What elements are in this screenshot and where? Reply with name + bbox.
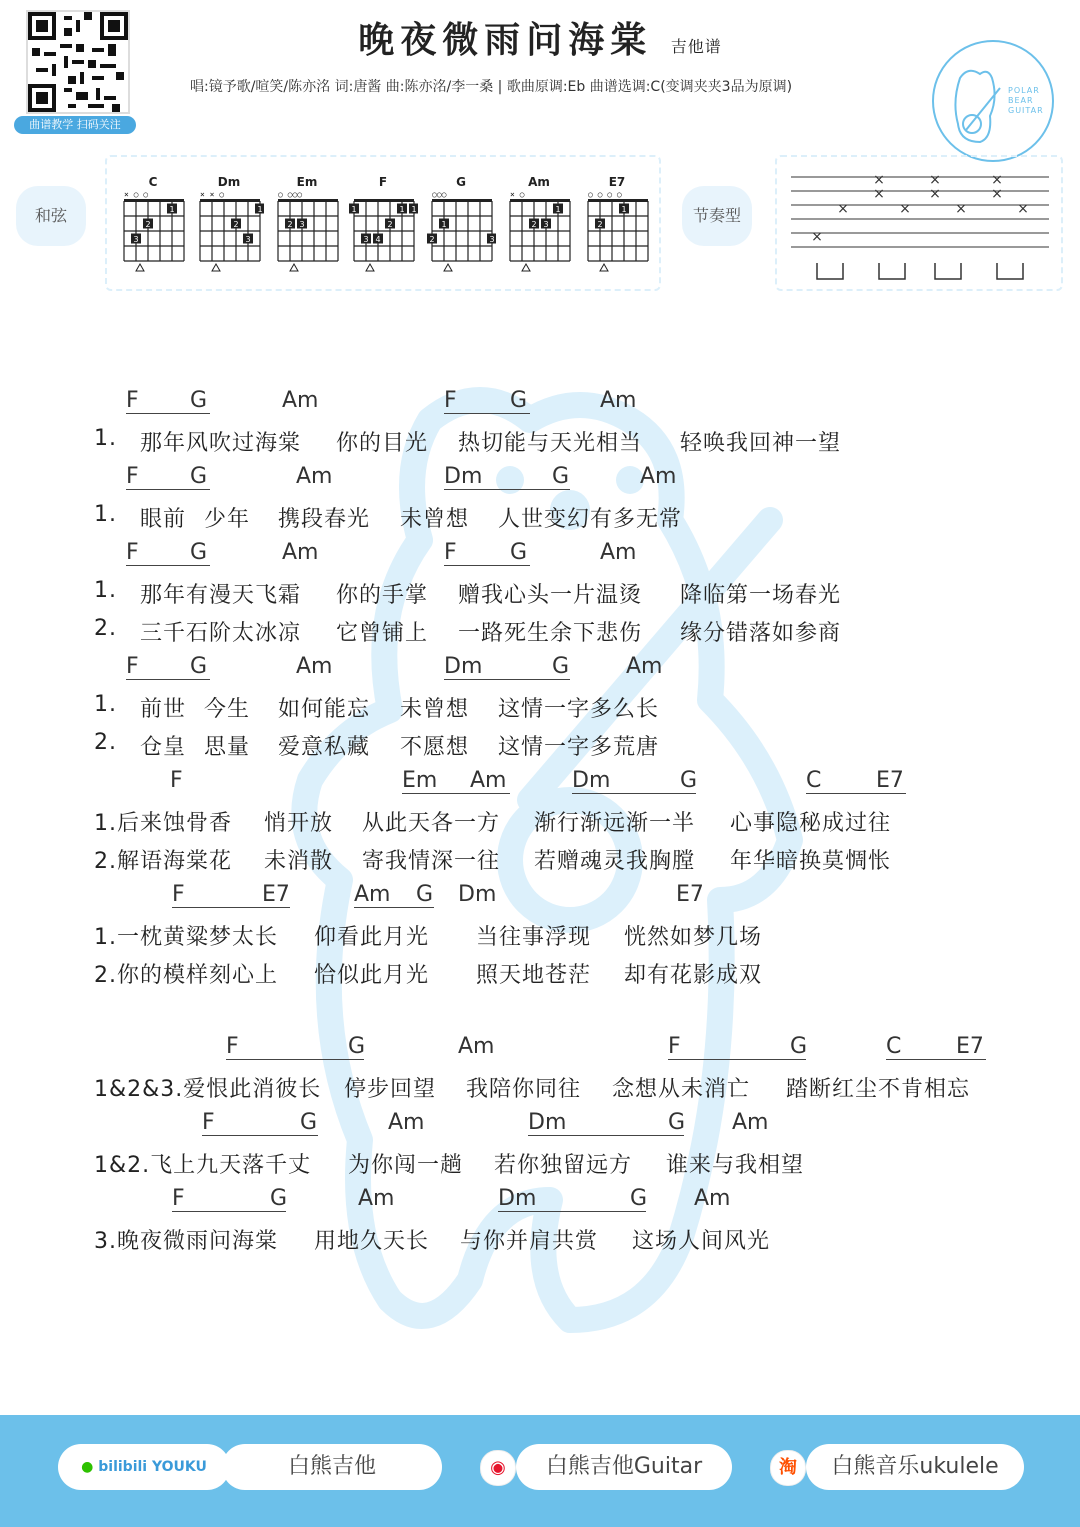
account-baixiong-guitar[interactable]: 白熊吉他 bbox=[222, 1444, 442, 1490]
svg-text:2: 2 bbox=[145, 220, 151, 229]
lyric-phrase: 未曾想 bbox=[400, 507, 470, 532]
svg-text:×: × bbox=[929, 172, 941, 188]
chord-symbol: G bbox=[190, 540, 208, 565]
chord-underline bbox=[668, 1059, 806, 1060]
lyric-phrase: 若赠魂灵我胸膛 bbox=[534, 849, 696, 874]
chord-name: Em bbox=[296, 175, 318, 189]
lyric-phrase: 仓皇 bbox=[140, 735, 187, 760]
lyric-phrase: 爱意私藏 bbox=[278, 735, 371, 760]
chord-symbol: Am bbox=[600, 388, 637, 413]
song-credits: 唱:镜予歌/喧笑/陈亦洺 词:唐酱 曲:陈亦洺/李一桑 | 歌曲原调:Eb 曲谱选调:C(变调夹夹3品为原调) bbox=[190, 79, 793, 95]
svg-text:1: 1 bbox=[169, 205, 175, 214]
lyric-phrase: 悄开放 bbox=[264, 811, 334, 836]
chord-underline bbox=[354, 907, 434, 908]
lyric-phrase: 与你并肩共赏 bbox=[460, 1229, 599, 1254]
chord-symbol: G bbox=[552, 464, 570, 489]
chord-symbol: E7 bbox=[262, 882, 290, 907]
chord-symbol: Am bbox=[626, 654, 663, 679]
chord-symbol: F bbox=[226, 1034, 239, 1059]
lyric-phrase: 你的手掌 bbox=[336, 583, 429, 608]
chord-symbol: F bbox=[126, 464, 139, 489]
chord-underline bbox=[444, 489, 570, 490]
song-title bbox=[0, 12, 1080, 63]
lyric-phrase: 若你独留远方 bbox=[494, 1153, 633, 1178]
chord-symbol: G bbox=[510, 540, 528, 565]
chord-section-label: 和弦 bbox=[16, 186, 86, 246]
chord-symbol: F bbox=[202, 1110, 215, 1135]
video-platforms[interactable] bbox=[58, 1444, 230, 1490]
lyric-phrase: 念想从未消亡 bbox=[612, 1077, 751, 1102]
chord-symbol: G bbox=[668, 1110, 686, 1135]
chord-symbol: G bbox=[190, 388, 208, 413]
chord-underline bbox=[126, 565, 210, 566]
svg-text:1: 1 bbox=[257, 205, 263, 214]
rhythm-section-label: 节奏型 bbox=[682, 186, 752, 246]
lyric-phrase: 1.后来蚀骨香 bbox=[94, 811, 232, 836]
chord-symbol: G bbox=[680, 768, 698, 793]
chord-symbol: Am bbox=[640, 464, 677, 489]
chord-symbol: G bbox=[190, 654, 208, 679]
svg-text:×: × bbox=[991, 172, 1003, 188]
svg-text:2: 2 bbox=[531, 220, 537, 229]
chord-underline bbox=[806, 793, 906, 794]
svg-text:× × ○: × × ○ bbox=[200, 190, 225, 199]
svg-text:×: × bbox=[1017, 201, 1029, 217]
lyric-phrase: 降临第一场春光 bbox=[680, 583, 842, 608]
lyric-phrase: 如何能忘 bbox=[278, 697, 371, 722]
chord-symbol: F bbox=[126, 540, 139, 565]
svg-text:1: 1 bbox=[621, 205, 627, 214]
chord-underline bbox=[444, 413, 530, 414]
lyric-phrase: 未消散 bbox=[264, 849, 334, 874]
svg-text:2: 2 bbox=[387, 220, 393, 229]
lyric-phrase: 1. bbox=[94, 578, 117, 603]
chord-symbol: E7 bbox=[956, 1034, 984, 1059]
chord-symbol: F bbox=[172, 1186, 185, 1211]
lyric-phrase: 1. bbox=[94, 692, 117, 717]
lyric-phrase: 人世变幻有多无常 bbox=[498, 507, 683, 532]
chord-underline bbox=[886, 1059, 986, 1060]
lyric-phrase: 仰看此月光 bbox=[314, 925, 430, 950]
lyric-phrase: 携段春光 bbox=[278, 507, 371, 532]
chord-symbol: Em bbox=[402, 768, 438, 793]
chord-symbol: Am bbox=[600, 540, 637, 565]
lyric-phrase: 年华暗换莫惆怅 bbox=[730, 849, 892, 874]
chord-symbol: Dm bbox=[572, 768, 611, 793]
chord-name: Am bbox=[528, 175, 550, 189]
lyric-phrase: 不愿想 bbox=[400, 735, 470, 760]
chord-symbol: Am bbox=[282, 540, 319, 565]
chord-diagram-f bbox=[348, 175, 418, 275]
lyric-phrase: 2. bbox=[94, 616, 117, 641]
lyric-phrase: 那年风吹过海棠 bbox=[140, 431, 302, 456]
svg-text:3: 3 bbox=[489, 235, 495, 244]
svg-text:2: 2 bbox=[287, 220, 293, 229]
lyric-phrase: 那年有漫天飞霜 bbox=[140, 583, 302, 608]
svg-text:3: 3 bbox=[543, 220, 549, 229]
chord-diagram-c bbox=[118, 175, 188, 275]
lyric-phrase: 它曾铺上 bbox=[336, 621, 429, 646]
chord-underline bbox=[126, 413, 210, 414]
account-ukulele[interactable]: 白熊音乐ukulele bbox=[806, 1444, 1024, 1490]
chord-underline bbox=[226, 1059, 364, 1060]
fretboard-icon bbox=[272, 185, 342, 275]
chord-symbol: Dm bbox=[444, 464, 483, 489]
title-subtitle: 吉他谱 bbox=[670, 37, 722, 56]
chord-symbol: E7 bbox=[876, 768, 904, 793]
fretboard-icon bbox=[582, 185, 652, 275]
chord-name: E7 bbox=[608, 175, 626, 189]
chord-symbol: G bbox=[790, 1034, 808, 1059]
lyric-phrase: 照天地苍茫 bbox=[476, 963, 592, 988]
logo-line-3: GUITAR bbox=[1008, 106, 1044, 115]
chord-symbol: F bbox=[170, 768, 183, 793]
chord-symbol: F bbox=[172, 882, 185, 907]
fretboard-icon bbox=[194, 185, 264, 275]
svg-text:2: 2 bbox=[597, 220, 603, 229]
lyric-phrase: 赠我心头一片温烫 bbox=[458, 583, 643, 608]
lyric-phrase: 三千石阶太冰凉 bbox=[140, 621, 302, 646]
lyric-phrase: 2.解语海棠花 bbox=[94, 849, 232, 874]
lyric-phrase: 缘分错落如参商 bbox=[680, 621, 842, 646]
svg-text:×: × bbox=[929, 186, 941, 202]
lyric-phrase: 未曾想 bbox=[400, 697, 470, 722]
lyric-phrase: 1. bbox=[94, 502, 117, 527]
fretboard-icon bbox=[426, 185, 496, 275]
lyric-phrase: 踏断红尘不肯相忘 bbox=[786, 1077, 971, 1102]
lyric-phrase: 3.晚夜微雨问海棠 bbox=[94, 1229, 278, 1254]
chord-underline bbox=[528, 1135, 684, 1136]
chord-symbol: Am bbox=[354, 882, 391, 907]
chord-symbol: C bbox=[886, 1034, 902, 1059]
qr-caption: 曲谱教学 扫码关注 bbox=[14, 116, 136, 134]
chord-symbol: F bbox=[668, 1034, 681, 1059]
lyric-phrase: 轻唤我回神一望 bbox=[680, 431, 842, 456]
lyric-phrase: 渐行渐远渐一半 bbox=[534, 811, 696, 836]
lyric-phrase: 用地久天长 bbox=[314, 1229, 430, 1254]
chord-diagram-g bbox=[426, 175, 496, 275]
lyric-phrase: 1. bbox=[94, 426, 117, 451]
lyric-phrase: 热切能与天光相当 bbox=[458, 431, 643, 456]
chord-symbol: Am bbox=[358, 1186, 395, 1211]
chord-diagram-dm bbox=[194, 175, 264, 275]
lyric-phrase: 当往事浮现 bbox=[476, 925, 592, 950]
lyric-phrase: 我陪你同往 bbox=[466, 1077, 582, 1102]
chord-underline bbox=[444, 565, 530, 566]
platforms-label: bilibili YOUKU bbox=[98, 1459, 207, 1475]
chord-name: G bbox=[456, 175, 466, 189]
chord-symbol: Am bbox=[470, 768, 507, 793]
polar-bear-logo bbox=[930, 38, 1056, 164]
chord-underline bbox=[444, 679, 570, 680]
lyric-phrase: 1&2&3.爱恨此消彼长 bbox=[94, 1077, 322, 1102]
svg-text:○ ○ ○ ○: ○ ○ ○ ○ bbox=[588, 190, 622, 199]
lyric-phrase: 寄我情深一往 bbox=[362, 849, 501, 874]
chord-symbol: G bbox=[552, 654, 570, 679]
chord-symbol: Dm bbox=[458, 882, 497, 907]
chord-name: C bbox=[148, 175, 158, 189]
chord-name: Dm bbox=[217, 175, 241, 189]
chord-symbol: G bbox=[416, 882, 434, 907]
chord-symbol: G bbox=[270, 1186, 288, 1211]
svg-text:2: 2 bbox=[429, 235, 435, 244]
chord-symbol: G bbox=[348, 1034, 366, 1059]
svg-text:3: 3 bbox=[245, 235, 251, 244]
lyric-phrase: 谁来与我相望 bbox=[666, 1153, 805, 1178]
chord-underline bbox=[172, 1211, 286, 1212]
logo-line-1: POLAR bbox=[1008, 86, 1040, 95]
lyric-phrase: 这场人间风光 bbox=[632, 1229, 771, 1254]
lyric-phrase: 前世 bbox=[140, 697, 187, 722]
chord-symbol: C bbox=[806, 768, 822, 793]
svg-text:1: 1 bbox=[555, 205, 561, 214]
chord-symbol: Am bbox=[296, 654, 333, 679]
svg-text:3: 3 bbox=[299, 220, 305, 229]
chord-symbol: Am bbox=[282, 388, 319, 413]
lyric-phrase: 从此天各一方 bbox=[362, 811, 501, 836]
svg-text:×: × bbox=[873, 186, 885, 202]
lyric-phrase: 这情一字多么长 bbox=[498, 697, 660, 722]
chord-underline bbox=[172, 907, 290, 908]
svg-text:1: 1 bbox=[411, 205, 417, 214]
rhythm-pattern-icon bbox=[777, 157, 1061, 289]
lyric-phrase: 心事隐秘成过往 bbox=[730, 811, 892, 836]
svg-text:3: 3 bbox=[133, 235, 139, 244]
lyric-phrase: 恍然如梦几场 bbox=[624, 925, 763, 950]
svg-text:×: × bbox=[873, 172, 885, 188]
chord-symbol: G bbox=[300, 1110, 318, 1135]
svg-text:1: 1 bbox=[399, 205, 405, 214]
lyric-phrase: 2.你的模样刻心上 bbox=[94, 963, 278, 988]
chord-symbol: F bbox=[444, 540, 457, 565]
chord-symbol: Dm bbox=[528, 1110, 567, 1135]
svg-text:○ ○○○: ○ ○○○ bbox=[278, 190, 303, 199]
lyric-phrase: 眼前 bbox=[140, 507, 187, 532]
chord-symbol: F bbox=[126, 388, 139, 413]
svg-text:×: × bbox=[899, 201, 911, 217]
svg-text:×: × bbox=[955, 201, 967, 217]
chord-diagram-am bbox=[504, 175, 574, 275]
lyric-phrase: 2. bbox=[94, 730, 117, 755]
chord-symbol: F bbox=[126, 654, 139, 679]
svg-text:×: × bbox=[837, 201, 849, 217]
svg-text:○○○: ○○○ bbox=[432, 190, 447, 199]
chord-underline bbox=[126, 679, 210, 680]
chord-symbol: G bbox=[510, 388, 528, 413]
svg-text:×: × bbox=[811, 229, 823, 245]
chord-diagram-e7 bbox=[582, 175, 652, 275]
svg-text:2: 2 bbox=[233, 220, 239, 229]
chord-symbol: Am bbox=[732, 1110, 769, 1135]
lyric-phrase: 1&2.飞上九天落千丈 bbox=[94, 1153, 312, 1178]
logo-line-2: BEAR bbox=[1008, 96, 1034, 105]
svg-text:4: 4 bbox=[375, 235, 381, 244]
account-weibo[interactable]: 白熊吉他Guitar bbox=[516, 1444, 732, 1490]
lyric-phrase: 今生 bbox=[204, 697, 251, 722]
wechat-icon: ● bbox=[81, 1459, 94, 1475]
svg-text:× ○ ○: × ○ ○ bbox=[124, 190, 149, 199]
lyric-phrase: 却有花影成双 bbox=[624, 963, 763, 988]
chord-symbol: Dm bbox=[444, 654, 483, 679]
svg-text:3: 3 bbox=[363, 235, 369, 244]
chord-underline bbox=[498, 1211, 646, 1212]
chord-symbol: E7 bbox=[676, 882, 704, 907]
lyric-phrase: 一路死生余下悲伤 bbox=[458, 621, 643, 646]
chord-symbol: Am bbox=[388, 1110, 425, 1135]
svg-text:× ○: × ○ bbox=[510, 190, 525, 199]
lyric-phrase: 这情一字多荒唐 bbox=[498, 735, 660, 760]
svg-text:1: 1 bbox=[351, 205, 357, 214]
chord-underline bbox=[572, 793, 696, 794]
chord-symbol: F bbox=[444, 388, 457, 413]
taobao-icon: 淘 bbox=[770, 1450, 806, 1486]
chord-symbol: Am bbox=[296, 464, 333, 489]
lyric-phrase: 思量 bbox=[204, 735, 251, 760]
fretboard-icon bbox=[348, 185, 418, 275]
lyric-phrase: 为你闯一趟 bbox=[348, 1153, 464, 1178]
lyric-phrase: 少年 bbox=[204, 507, 251, 532]
chord-symbol: G bbox=[630, 1186, 648, 1211]
song-title-text: 晚夜微雨问海棠 bbox=[358, 20, 653, 61]
svg-text:×: × bbox=[991, 186, 1003, 202]
fretboard-icon bbox=[118, 185, 188, 275]
svg-text:1: 1 bbox=[441, 220, 447, 229]
chord-underline bbox=[402, 793, 510, 794]
chord-symbol: Am bbox=[694, 1186, 731, 1211]
lyric-phrase: 你的目光 bbox=[336, 431, 429, 456]
chord-symbol: G bbox=[190, 464, 208, 489]
chord-diagram-em bbox=[272, 175, 342, 275]
lyric-phrase: 1.一枕黄粱梦太长 bbox=[94, 925, 278, 950]
lyric-phrase: 停步回望 bbox=[344, 1077, 437, 1102]
lyric-phrase: 恰似此月光 bbox=[314, 963, 430, 988]
rhythm-pattern-panel bbox=[775, 155, 1063, 291]
fretboard-icon bbox=[504, 185, 574, 275]
chord-symbol: Am bbox=[458, 1034, 495, 1059]
chord-name: F bbox=[378, 175, 388, 189]
chord-underline bbox=[202, 1135, 318, 1136]
weibo-icon: ◉ bbox=[480, 1450, 516, 1486]
chord-symbol: Dm bbox=[498, 1186, 537, 1211]
chord-underline bbox=[126, 489, 210, 490]
